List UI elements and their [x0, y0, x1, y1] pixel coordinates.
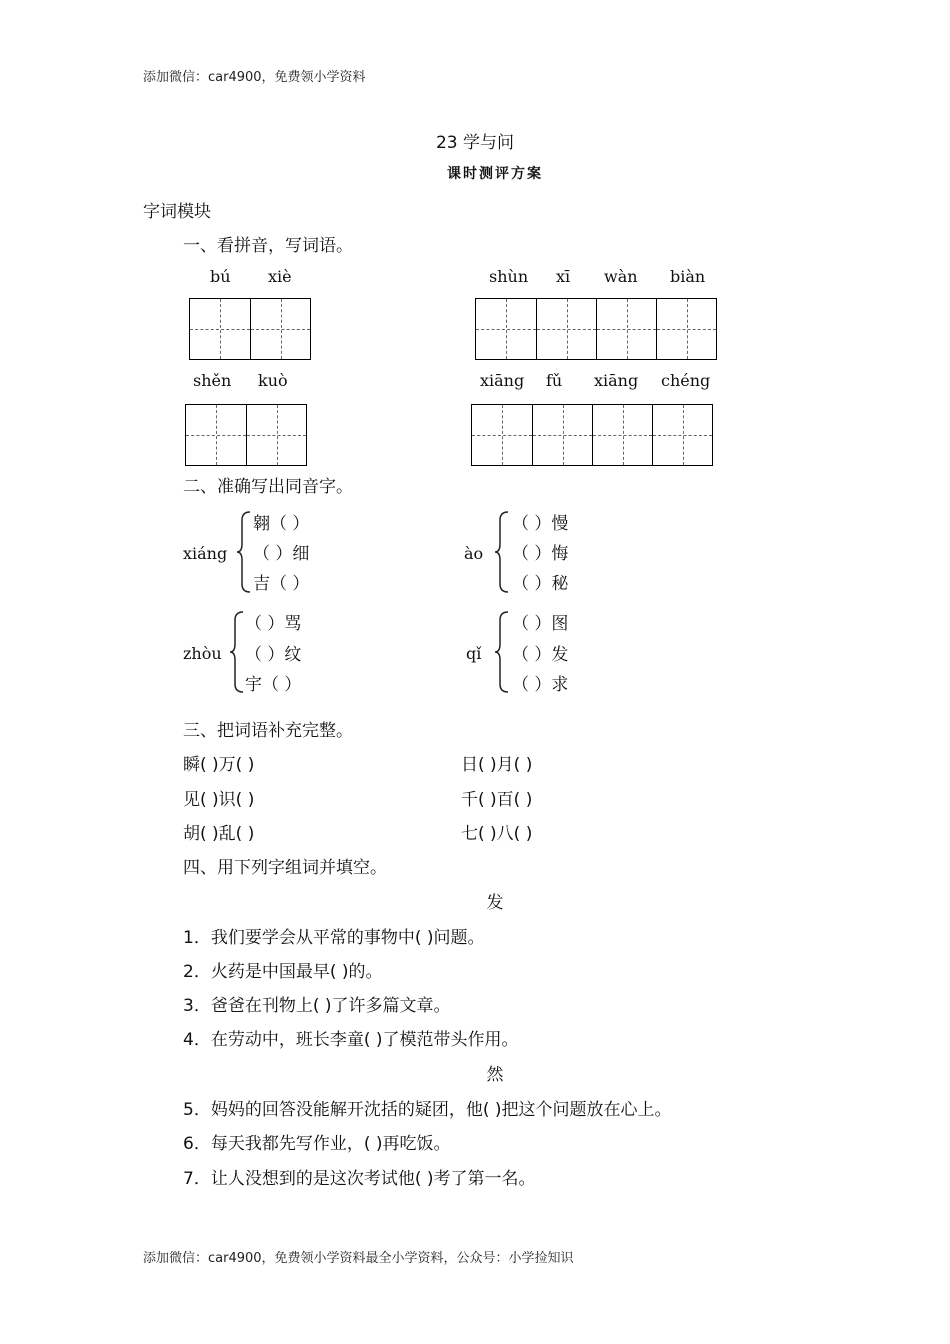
- sentence-item[interactable]: 6．每天我都先写作业，( )再吃饭。: [183, 1134, 451, 1154]
- blank-line[interactable]: （ ）细: [253, 544, 310, 564]
- pinyin: kuò: [258, 371, 288, 390]
- tian-grid-row[interactable]: [189, 298, 311, 360]
- pinyin: ào: [464, 544, 484, 563]
- pinyin: shěn: [193, 371, 232, 390]
- blank-line[interactable]: （ ）骂: [245, 614, 302, 634]
- sentence-item[interactable]: 7．让人没想到的是这次考试他( )考了第一名。: [183, 1169, 536, 1189]
- idiom-blank[interactable]: 日( )月( ): [461, 755, 533, 775]
- pinyin: wàn: [604, 267, 638, 286]
- pinyin: biàn: [670, 267, 706, 286]
- blank-line[interactable]: （ ）悔: [512, 544, 569, 564]
- page-title: 23 学与问: [435, 133, 515, 153]
- blank-line[interactable]: 翱（ ）: [253, 514, 310, 534]
- char-label: 发: [486, 893, 504, 913]
- idiom-blank[interactable]: 七( )八( ): [461, 824, 533, 844]
- writing-cell[interactable]: [596, 299, 656, 359]
- q1-heading: 一、看拼音，写词语。: [183, 236, 353, 256]
- blank-line[interactable]: （ ）发: [512, 645, 569, 665]
- blank-line[interactable]: （ ）图: [512, 614, 569, 634]
- pinyin: xiáng: [183, 544, 228, 563]
- pinyin: shùn: [489, 267, 529, 286]
- pinyin: chéng: [661, 371, 711, 390]
- sentence-item[interactable]: 2．火药是中国最早( )的。: [183, 962, 383, 982]
- tian-grid-row[interactable]: [185, 404, 307, 466]
- brace-icon: [229, 610, 245, 694]
- brace-icon: [494, 510, 510, 594]
- brace-icon: [494, 610, 510, 694]
- pinyin: qǐ: [466, 644, 482, 663]
- module-heading: 字词模块: [143, 202, 211, 222]
- pinyin: bú: [210, 267, 231, 286]
- writing-cell[interactable]: [246, 405, 306, 465]
- blank-line[interactable]: （ ）秘: [512, 574, 569, 594]
- pinyin: fǔ: [546, 371, 563, 390]
- brace-icon: [236, 510, 252, 594]
- blank-line[interactable]: （ ）慢: [512, 514, 569, 534]
- header-note: 添加微信：car4900，免费领小学资料: [143, 70, 366, 85]
- page-subtitle: 课时测评方案: [447, 166, 543, 182]
- blank-line[interactable]: （ ）求: [512, 675, 569, 695]
- idiom-blank[interactable]: 见( )识( ): [183, 790, 255, 810]
- writing-cell[interactable]: [472, 405, 532, 465]
- sentence-item[interactable]: 3．爸爸在刊物上( )了许多篇文章。: [183, 996, 451, 1016]
- writing-cell[interactable]: [532, 405, 592, 465]
- sentence-item[interactable]: 4．在劳动中，班长李童( )了模范带头作用。: [183, 1030, 519, 1050]
- pinyin: xiāng: [480, 371, 525, 390]
- idiom-blank[interactable]: 瞬( )万( ): [183, 755, 255, 775]
- char-label: 然: [486, 1065, 504, 1085]
- writing-cell[interactable]: [190, 299, 250, 359]
- sentence-item[interactable]: 1．我们要学会从平常的事物中( )问题。: [183, 928, 485, 948]
- writing-cell[interactable]: [186, 405, 246, 465]
- q2-heading: 二、准确写出同音字。: [183, 477, 353, 497]
- pinyin: zhòu: [183, 644, 222, 663]
- idiom-blank[interactable]: 胡( )乱( ): [183, 824, 255, 844]
- writing-cell[interactable]: [250, 299, 310, 359]
- writing-cell[interactable]: [652, 405, 712, 465]
- idiom-blank[interactable]: 千( )百( ): [461, 790, 533, 810]
- writing-cell[interactable]: [476, 299, 536, 359]
- writing-cell[interactable]: [656, 299, 716, 359]
- tian-grid-row[interactable]: [471, 404, 713, 466]
- q4-heading: 四、用下列字组词并填空。: [183, 858, 387, 878]
- pinyin: xī: [556, 267, 571, 286]
- pinyin: xiāng: [594, 371, 639, 390]
- sentence-item[interactable]: 5．妈妈的回答没能解开沈括的疑团，他( )把这个问题放在心上。: [183, 1100, 672, 1120]
- pinyin: xiè: [268, 267, 292, 286]
- blank-line[interactable]: 吉（ ）: [253, 574, 310, 594]
- q3-heading: 三、把词语补充完整。: [183, 721, 353, 741]
- tian-grid-row[interactable]: [475, 298, 717, 360]
- blank-line[interactable]: （ ）纹: [245, 645, 302, 665]
- footer-note: 添加微信：car4900，免费领小学资料最全小学资料，公众号：小学捡知识: [143, 1251, 574, 1266]
- writing-cell[interactable]: [592, 405, 652, 465]
- blank-line[interactable]: 宇（ ）: [245, 675, 302, 695]
- writing-cell[interactable]: [536, 299, 596, 359]
